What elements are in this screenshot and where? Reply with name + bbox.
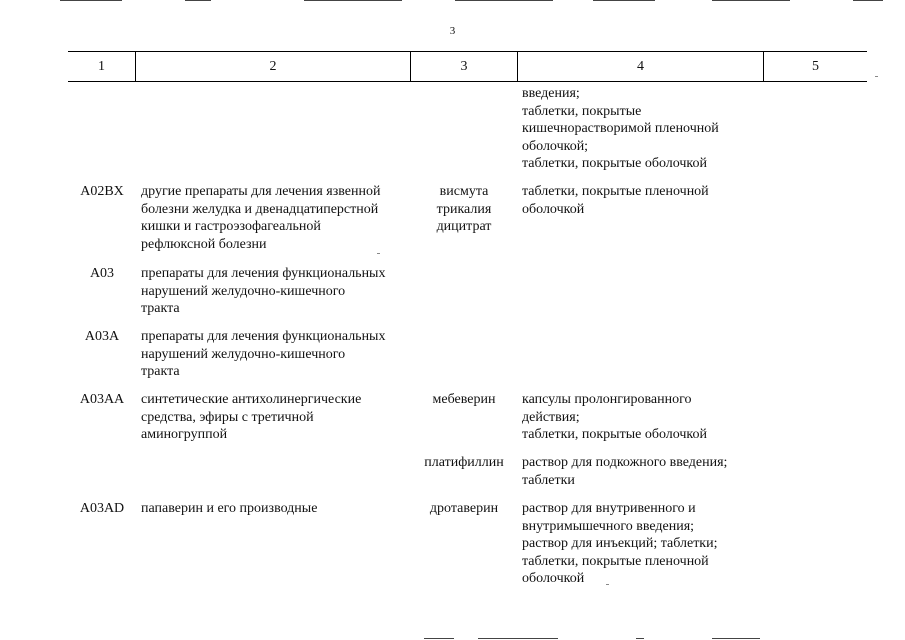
scan-speck	[377, 253, 380, 254]
dosage-forms: введения; таблетки, покрытые кишечнорастворимой пленочной оболочкой; таблетки, покрытые оболочкой	[522, 86, 719, 171]
scan-artifact-bottom	[712, 638, 760, 639]
scan-artifact-top	[185, 0, 211, 1]
scan-artifact-bottom	[478, 638, 558, 639]
dosage-forms: капсулы пролонгированного действия; таблетки, покрытые оболочкой	[522, 392, 708, 442]
atc-code: A02BX	[80, 184, 124, 199]
scan-artifact-top	[853, 0, 883, 1]
atc-code: A03A	[84, 329, 120, 344]
header-cell-5: 5	[812, 59, 819, 74]
scan-artifact-bottom	[424, 638, 454, 639]
scan-artifact-top	[593, 0, 655, 1]
group-name: препараты для лечения функциональных нарушений желудочно-кишечного тракта	[141, 266, 386, 316]
scan-artifact-top	[455, 0, 553, 1]
scan-artifact-top	[712, 0, 790, 1]
scan-speck	[875, 76, 878, 77]
header-cell-3: 3	[460, 59, 468, 74]
dosage-forms: раствор для подкожного введения; таблетки	[522, 455, 728, 488]
atc-code: A03AD	[79, 501, 125, 516]
group-name: другие препараты для лечения язвенной болезни желудка и двенадцатиперстной кишки и гастроэзофагеальной рефлюксной болезни	[141, 184, 381, 252]
scan-artifact-bottom	[636, 638, 644, 639]
drug-substance: мебеверин	[432, 392, 496, 407]
dosage-forms: раствор для внутривенного и внутримышечного введения; раствор для инъекций; таблетки; таблетки, покрытые пленочной оболочкой	[522, 501, 718, 586]
group-name: папаверин и его производные	[141, 501, 318, 516]
scan-artifact-top	[60, 0, 122, 1]
group-name: препараты для лечения функциональных нарушений желудочно-кишечного тракта	[141, 329, 386, 379]
header-cell-4: 4	[637, 59, 644, 74]
drug-substance: дротаверин	[429, 501, 499, 516]
atc-code: A03	[89, 266, 115, 281]
drug-substance: платифиллин	[424, 455, 504, 470]
dosage-forms: таблетки, покрытые пленочной оболочкой	[522, 184, 709, 217]
header-cell-1: 1	[98, 59, 105, 74]
scan-artifact-top	[304, 0, 402, 1]
atc-code: A03AA	[79, 392, 125, 407]
drug-substance: висмута трикалия дицитрат	[436, 184, 492, 234]
group-name: синтетические антихолинергические средства, эфиры с третичной аминогруппой	[141, 392, 362, 442]
page-number: 3	[449, 25, 456, 37]
table-header	[68, 51, 867, 82]
header-cell-2: 2	[269, 59, 277, 74]
